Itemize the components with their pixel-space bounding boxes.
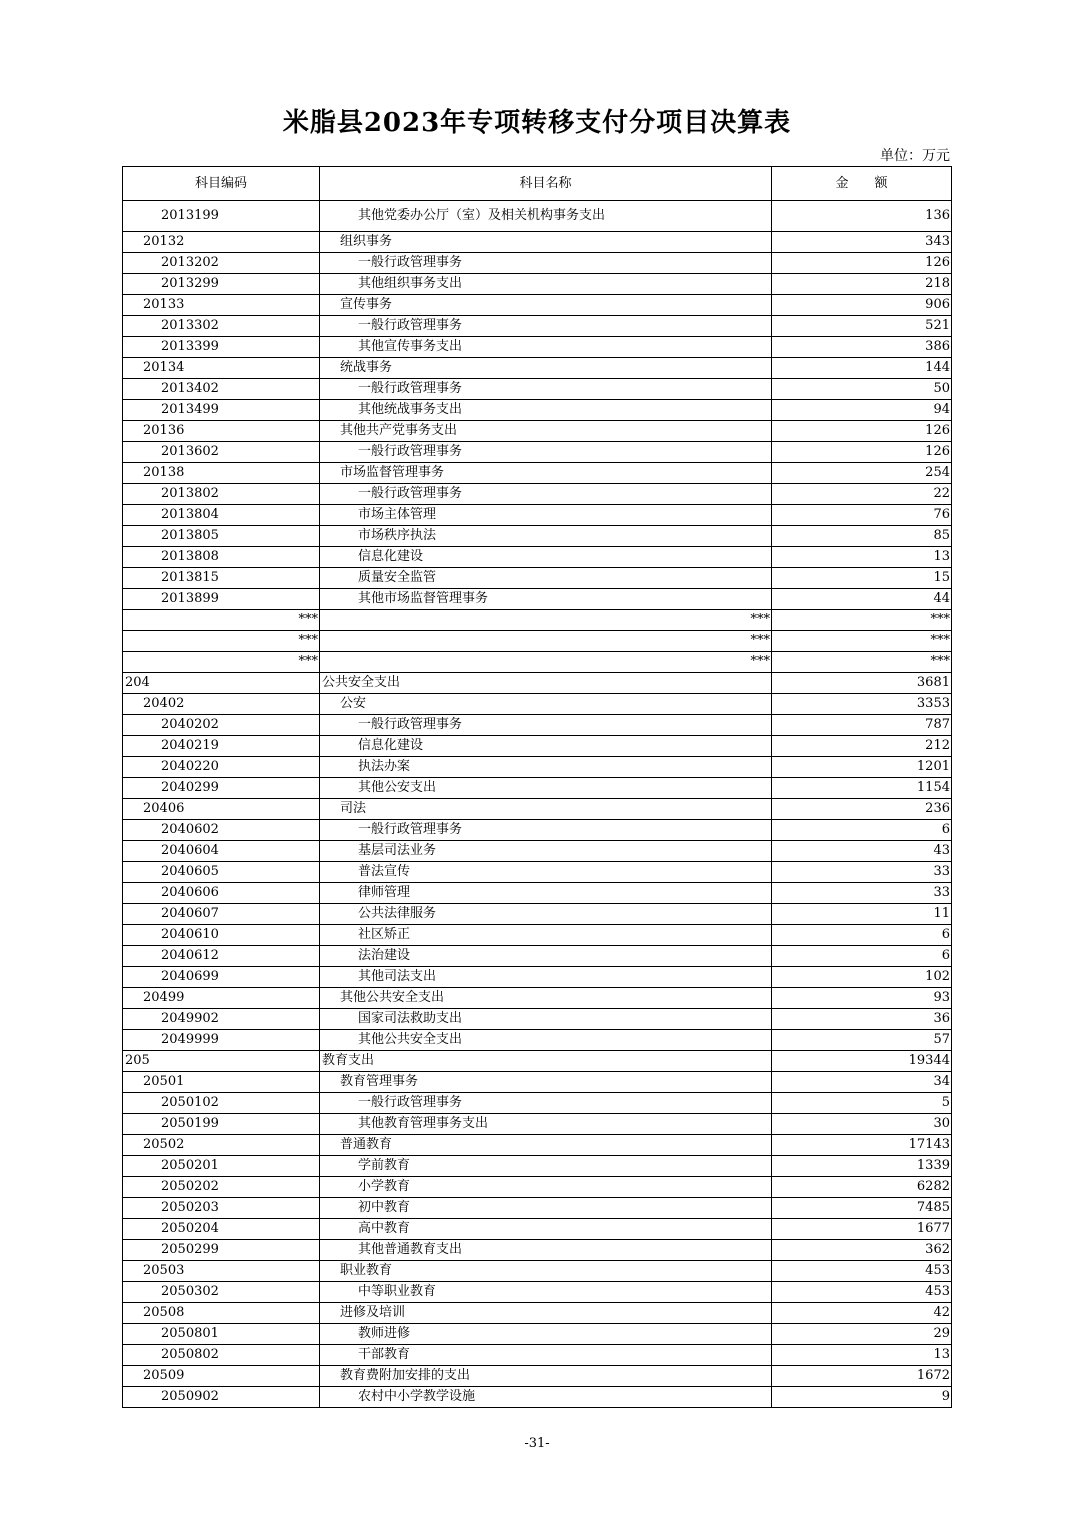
table-row	[123, 442, 952, 463]
row-name: 国家司法救助支出	[320, 1009, 772, 1030]
row-name: ***	[320, 652, 772, 673]
row-amount: 34	[772, 1072, 952, 1093]
row-code: 2040202	[123, 715, 320, 736]
row-amount: 126	[772, 421, 952, 442]
row-name: 信息化建设	[320, 736, 772, 757]
table-row	[123, 988, 952, 1009]
row-code: 2013302	[123, 316, 320, 337]
table-row	[123, 757, 952, 778]
row-name: 一般行政管理事务	[320, 316, 772, 337]
row-code: 2050199	[123, 1114, 320, 1135]
row-amount: 36	[772, 1009, 952, 1030]
row-name: 其他司法支出	[320, 967, 772, 988]
table-row	[123, 925, 952, 946]
row-amount: 50	[772, 379, 952, 400]
row-code: 2040299	[123, 778, 320, 799]
row-name: 其他组织事务支出	[320, 274, 772, 295]
row-amount: 43	[772, 841, 952, 862]
row-amount: 6282	[772, 1177, 952, 1198]
row-amount: 7485	[772, 1198, 952, 1219]
table-row	[123, 463, 952, 484]
table-row	[123, 400, 952, 421]
table-row	[123, 274, 952, 295]
table-row	[123, 673, 952, 694]
row-name: 普通教育	[320, 1135, 772, 1156]
table-row	[123, 1387, 952, 1408]
table-row	[123, 1366, 952, 1387]
row-amount: 85	[772, 526, 952, 547]
row-amount: 126	[772, 253, 952, 274]
row-code: 204	[123, 673, 320, 694]
row-code: 2050102	[123, 1093, 320, 1114]
row-name: 小学教育	[320, 1177, 772, 1198]
row-code: 20509	[123, 1366, 320, 1387]
row-amount: ***	[772, 610, 952, 631]
header-amount: 金 额	[772, 167, 952, 201]
row-amount: 1677	[772, 1219, 952, 1240]
row-code: ***	[123, 652, 320, 673]
row-amount: 102	[772, 967, 952, 988]
table-row	[123, 1072, 952, 1093]
row-name: 律师管理	[320, 883, 772, 904]
row-code: ***	[123, 610, 320, 631]
table-row	[123, 232, 952, 253]
table-body	[123, 201, 952, 1408]
table-row	[123, 253, 952, 274]
row-code: 2013399	[123, 337, 320, 358]
table-row	[123, 295, 952, 316]
table-row	[123, 1324, 952, 1345]
row-amount: 906	[772, 295, 952, 316]
row-code: 2013815	[123, 568, 320, 589]
table-row	[123, 1261, 952, 1282]
row-amount: 787	[772, 715, 952, 736]
row-code: 20501	[123, 1072, 320, 1093]
row-amount: 29	[772, 1324, 952, 1345]
row-name: 公安	[320, 694, 772, 715]
row-amount: 343	[772, 232, 952, 253]
table-row	[123, 316, 952, 337]
row-code: 2013804	[123, 505, 320, 526]
row-code: 2049999	[123, 1030, 320, 1051]
row-code: 2013499	[123, 400, 320, 421]
row-amount: 33	[772, 862, 952, 883]
row-amount: 5	[772, 1093, 952, 1114]
row-code: 2040612	[123, 946, 320, 967]
row-name: 执法办案	[320, 757, 772, 778]
table-row	[123, 589, 952, 610]
row-name: 一般行政管理事务	[320, 820, 772, 841]
row-code: 20136	[123, 421, 320, 442]
row-amount: 144	[772, 358, 952, 379]
row-code: 2040219	[123, 736, 320, 757]
row-name: 一般行政管理事务	[320, 1093, 772, 1114]
row-name: 干部教育	[320, 1345, 772, 1366]
table-row	[123, 505, 952, 526]
row-name: 其他宣传事务支出	[320, 337, 772, 358]
row-amount: 3353	[772, 694, 952, 715]
row-code: 2040605	[123, 862, 320, 883]
row-name: 统战事务	[320, 358, 772, 379]
row-code: 20132	[123, 232, 320, 253]
row-amount: 212	[772, 736, 952, 757]
row-name: 其他普通教育支出	[320, 1240, 772, 1261]
row-code: 2050203	[123, 1198, 320, 1219]
row-code: 20499	[123, 988, 320, 1009]
table-row	[123, 526, 952, 547]
row-name: 职业教育	[320, 1261, 772, 1282]
row-amount: 3681	[772, 673, 952, 694]
table-row	[123, 568, 952, 589]
row-amount: 33	[772, 883, 952, 904]
table-row	[123, 1345, 952, 1366]
row-name: 教育管理事务	[320, 1072, 772, 1093]
row-code: ***	[123, 631, 320, 652]
row-code: 20133	[123, 295, 320, 316]
row-name: 学前教育	[320, 1156, 772, 1177]
table-row	[123, 820, 952, 841]
row-name: 一般行政管理事务	[320, 442, 772, 463]
row-name: 其他市场监督管理事务	[320, 589, 772, 610]
row-name: 公共安全支出	[320, 673, 772, 694]
row-code: 20503	[123, 1261, 320, 1282]
row-name: 市场秩序执法	[320, 526, 772, 547]
row-code: 20134	[123, 358, 320, 379]
row-code: 20502	[123, 1135, 320, 1156]
table-row	[123, 610, 952, 631]
page-number: -31-	[524, 1436, 550, 1451]
row-code: 2040604	[123, 841, 320, 862]
row-code: 2013899	[123, 589, 320, 610]
row-name: 一般行政管理事务	[320, 379, 772, 400]
row-code: 2013802	[123, 484, 320, 505]
row-amount: 126	[772, 442, 952, 463]
table-row	[123, 484, 952, 505]
row-code: 2040607	[123, 904, 320, 925]
row-name: 初中教育	[320, 1198, 772, 1219]
row-amount: ***	[772, 631, 952, 652]
table-row	[123, 1177, 952, 1198]
row-name: 信息化建设	[320, 547, 772, 568]
row-code: 2049902	[123, 1009, 320, 1030]
row-name: 其他公安支出	[320, 778, 772, 799]
row-amount: 254	[772, 463, 952, 484]
row-name: 基层司法业务	[320, 841, 772, 862]
table-row	[123, 946, 952, 967]
row-name: 教育费附加安排的支出	[320, 1366, 772, 1387]
row-code: 2013808	[123, 547, 320, 568]
row-name: 农村中小学教学设施	[320, 1387, 772, 1408]
table-row	[123, 1240, 952, 1261]
table-row	[123, 1030, 952, 1051]
table-row	[123, 547, 952, 568]
row-code: 2013402	[123, 379, 320, 400]
row-amount: 6	[772, 820, 952, 841]
row-amount: 136	[772, 201, 952, 232]
row-name: 教师进修	[320, 1324, 772, 1345]
row-name: 教育支出	[320, 1051, 772, 1072]
row-amount: 44	[772, 589, 952, 610]
row-amount: 13	[772, 547, 952, 568]
table-row	[123, 1303, 952, 1324]
table-row	[123, 652, 952, 673]
row-amount: 94	[772, 400, 952, 421]
row-code: 2040610	[123, 925, 320, 946]
row-amount: 30	[772, 1114, 952, 1135]
table-row	[123, 358, 952, 379]
row-code: 2050201	[123, 1156, 320, 1177]
row-amount: 1154	[772, 778, 952, 799]
row-code: 2050902	[123, 1387, 320, 1408]
row-name: 一般行政管理事务	[320, 484, 772, 505]
row-amount: 236	[772, 799, 952, 820]
row-name: 其他教育管理事务支出	[320, 1114, 772, 1135]
table-row	[123, 799, 952, 820]
row-name: 社区矫正	[320, 925, 772, 946]
row-code: 2050299	[123, 1240, 320, 1261]
table-row	[123, 715, 952, 736]
row-name: 法治建设	[320, 946, 772, 967]
row-amount: 6	[772, 946, 952, 967]
row-code: 20406	[123, 799, 320, 820]
row-code: 2013805	[123, 526, 320, 547]
table-row	[123, 1009, 952, 1030]
row-amount: 521	[772, 316, 952, 337]
table-row	[123, 736, 952, 757]
row-amount: 22	[772, 484, 952, 505]
row-amount: 42	[772, 1303, 952, 1324]
table-row	[123, 337, 952, 358]
table-row	[123, 379, 952, 400]
row-code: 20508	[123, 1303, 320, 1324]
row-amount: 453	[772, 1282, 952, 1303]
row-code: 2013202	[123, 253, 320, 274]
row-amount: ***	[772, 652, 952, 673]
table-row	[123, 1198, 952, 1219]
table-row	[123, 1114, 952, 1135]
row-code: 2050802	[123, 1345, 320, 1366]
row-amount: 15	[772, 568, 952, 589]
row-name: 进修及培训	[320, 1303, 772, 1324]
header-name: 科目名称	[320, 167, 772, 201]
row-amount: 1672	[772, 1366, 952, 1387]
row-code: 2013199	[123, 201, 320, 232]
row-amount: 19344	[772, 1051, 952, 1072]
row-name: 司法	[320, 799, 772, 820]
table-row	[123, 883, 952, 904]
table-header-row	[123, 167, 952, 201]
row-amount: 1339	[772, 1156, 952, 1177]
row-name: 质量安全监管	[320, 568, 772, 589]
row-amount: 17143	[772, 1135, 952, 1156]
table-row	[123, 1219, 952, 1240]
row-amount: 76	[772, 505, 952, 526]
row-name: 市场监督管理事务	[320, 463, 772, 484]
row-name: 其他公共安全支出	[320, 988, 772, 1009]
row-name: 宣传事务	[320, 295, 772, 316]
table-row	[123, 778, 952, 799]
row-amount: 9	[772, 1387, 952, 1408]
table-row	[123, 1156, 952, 1177]
row-code: 205	[123, 1051, 320, 1072]
row-code: 2040606	[123, 883, 320, 904]
budget-table	[122, 166, 952, 1408]
row-code: 2050801	[123, 1324, 320, 1345]
table-row	[123, 1282, 952, 1303]
row-name: ***	[320, 610, 772, 631]
row-code: 2050202	[123, 1177, 320, 1198]
table-row	[123, 1051, 952, 1072]
row-name: 公共法律服务	[320, 904, 772, 925]
header-code: 科目编码	[123, 167, 320, 201]
row-amount: 1201	[772, 757, 952, 778]
row-code: 2040602	[123, 820, 320, 841]
row-amount: 13	[772, 1345, 952, 1366]
row-code: 2050204	[123, 1219, 320, 1240]
unit-label: 单位：万元	[880, 148, 950, 164]
table-row	[123, 904, 952, 925]
row-code: 20402	[123, 694, 320, 715]
row-amount: 11	[772, 904, 952, 925]
row-name: 其他公共安全支出	[320, 1030, 772, 1051]
row-amount: 453	[772, 1261, 952, 1282]
table-row	[123, 694, 952, 715]
row-code: 2040699	[123, 967, 320, 988]
row-name: 中等职业教育	[320, 1282, 772, 1303]
row-code: 2050302	[123, 1282, 320, 1303]
row-name: 一般行政管理事务	[320, 715, 772, 736]
row-amount: 57	[772, 1030, 952, 1051]
row-name: 市场主体管理	[320, 505, 772, 526]
table-row	[123, 841, 952, 862]
table-row	[123, 201, 952, 232]
table-row	[123, 1093, 952, 1114]
row-name: 其他统战事务支出	[320, 400, 772, 421]
row-amount: 386	[772, 337, 952, 358]
row-code: 2013602	[123, 442, 320, 463]
row-name: ***	[320, 631, 772, 652]
table-row	[123, 631, 952, 652]
row-amount: 362	[772, 1240, 952, 1261]
row-code: 2040220	[123, 757, 320, 778]
row-name: 其他党委办公厅（室）及相关机构事务支出	[320, 201, 772, 232]
row-name: 组织事务	[320, 232, 772, 253]
table-row	[123, 967, 952, 988]
row-amount: 218	[772, 274, 952, 295]
page-title: 米脂县2023年专项转移支付分项目决算表	[282, 108, 792, 138]
row-name: 一般行政管理事务	[320, 253, 772, 274]
row-code: 20138	[123, 463, 320, 484]
table-row	[123, 862, 952, 883]
table-row	[123, 421, 952, 442]
row-name: 高中教育	[320, 1219, 772, 1240]
row-amount: 93	[772, 988, 952, 1009]
table-row	[123, 1135, 952, 1156]
row-amount: 6	[772, 925, 952, 946]
row-name: 其他共产党事务支出	[320, 421, 772, 442]
row-name: 普法宣传	[320, 862, 772, 883]
row-code: 2013299	[123, 274, 320, 295]
